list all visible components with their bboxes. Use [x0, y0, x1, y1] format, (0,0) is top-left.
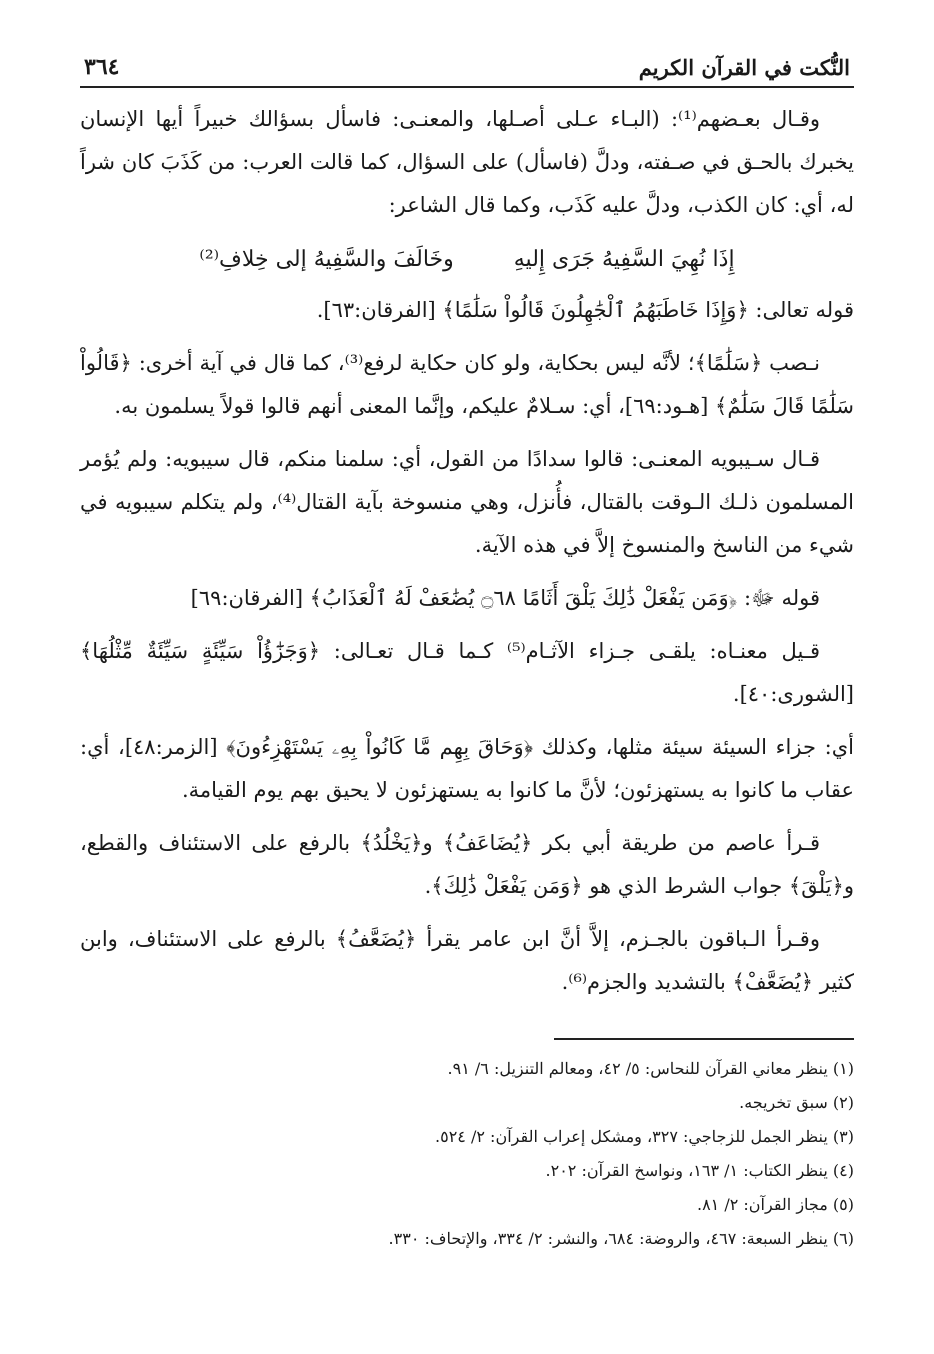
poetry-verse [80, 237, 854, 283]
footnote-4: (٤) ينظر الكتاب: ١/ ١٦٣، ونواسخ القرآن: ٢٠٢. [545, 1161, 854, 1180]
footnote-1: (١) ينظر معاني القرآن للنحاس: ٥/ ٤٢، ومعالم التنزيل: ٦/ ٩١. [447, 1059, 854, 1078]
footnote-5: (٥) مجاز القرآن: ٢/ ٨١. [696, 1195, 854, 1214]
verse-second-hemistich: وخَالَفَ والسَّفِيهُ إلى خِلافِ⁽²⁾ [199, 247, 454, 272]
footnote-6: (٦) ينظر السبعة: ٤٦٧، والروضة: ٦٨٤، والنشر: ٢/ ٣٣٤، والإتحاف: ٣٣٠. [388, 1229, 854, 1248]
footnotes [80, 1052, 854, 1256]
book-title: النُّكت في القرآن الكريم [638, 55, 850, 80]
verse-first-hemistich: إِذَا نُهِيَ السَّفِيهُ جَرَى إِليهِ [513, 247, 735, 272]
footnote-2: (٢) سبق تخريجه. [739, 1093, 854, 1112]
paragraph-8: قـرأ عاصم من طريقة أبي بكر ﴿يُضَاعَفُ﴾ و﴿يَخْلُدُ﴾ بالرفع على الاستئناف والقطع، و﴿يَلْقَ﴾ جواب الشرط الذي هو ﴿وَمَن يَفْعَلْ ذَٰلِكَ﴾. [80, 831, 854, 898]
running-header [80, 44, 854, 88]
main-text [80, 98, 854, 1004]
paragraph-7: أي: جزاء السيئة سيئة مثلها، وكذلك ﴿وَحَاقَ بِهِم مَّا كَانُواْ بِهِۦ يَسْتَهْزِءُونَ﴾ [الزمر:٤٨]، أي: عقاب ما كانوا به يستهزئون؛ لأنَّ ما كانوا به يستهزئون لا يحيق بهم يوم القيامة. [80, 735, 854, 802]
footnote-3: (٣) ينظر الجمل للزجاجي: ٣٢٧، ومشكل إعراب القرآن: ٢/ ٥٢٤. [435, 1127, 854, 1146]
book-page [80, 44, 854, 1256]
paragraph-3: نـصب ﴿سَلَٰمًا﴾؛ لأنَّه ليس بحكاية، ولو كان حكاية لرفع⁽³⁾، كما قال في آية أخرى: ﴿قَالُواْ سَلَٰمًا قَالَ سَلَٰمٌ﴾ [هـود:٦٩]، أي: سـلامٌ عليكم، وإنَّما المعنى أنهم قالوا قولاً يسلمون به. [80, 351, 854, 418]
footnote-divider [554, 1038, 854, 1040]
paragraph-6: قـيل معنـاه: يلقـى جـزاء الآثـام⁽⁵⁾ كـما قـال تعـالى: ﴿وَجَزَٰٓؤُاْ سَيِّئَةٍ سَيِّئَةٌ مِّثْلُهَا﴾ [الشورى:٤٠]. [80, 639, 854, 706]
paragraph-2: قوله تعالى: ﴿وَإِذَا خَاطَبَهُمُ ٱلْجَٰهِلُونَ قَالُواْ سَلَٰمًا﴾ [الفرقان:٦٣]. [316, 298, 854, 322]
paragraph-1: وقـال بعـضهم⁽¹⁾: (البـاء عـلى أصـلها، والمعنـى: فاسأل بسؤالك خبيراً أيها الإنسان يخبرك بالحـق في صـفته، ودلَّ (فاسأل) على السؤال، كما قالت العرب: من كَذَبَ كان شراً له، أي: كان الكذب، ودلَّ عليه كَذَب، وكما قال الشاعر: [80, 107, 854, 217]
page-number: ٣٦٤ [84, 54, 120, 80]
paragraph-5: قوله ﷻ: ﴿وَمَن يَفْعَلْ ذَٰلِكَ يَلْقَ أَثَامًا ۝٦٨ يُضَٰعَفْ لَهُ ٱلْعَذَابُ﴾ [الفرقان:٦٩] [190, 586, 820, 610]
paragraph-9: وقـرأ الـباقون بالجـزم، إلاَّ أنَّ ابن عامر يقرأ ﴿يُضَعَّفُ﴾ بالرفع على الاستئناف، وابن كثير ﴿يُضَعَّفْ﴾ بالتشديد والجزم⁽⁶⁾. [80, 927, 854, 994]
paragraph-4: قـال سـيبويه المعنـى: قالوا سدادًا من القول، أي: سلمنا منكم، قال سيبويه: ولم يُؤمر المسلمون ذلـك الـوقت بالقتال، فأُنزل، وهي منسوخة بآية القتال⁽⁴⁾، ولم يتكلم سيبويه في شيء من الناسخ والمنسوخ إلاَّ في هذه الآية. [80, 447, 855, 557]
